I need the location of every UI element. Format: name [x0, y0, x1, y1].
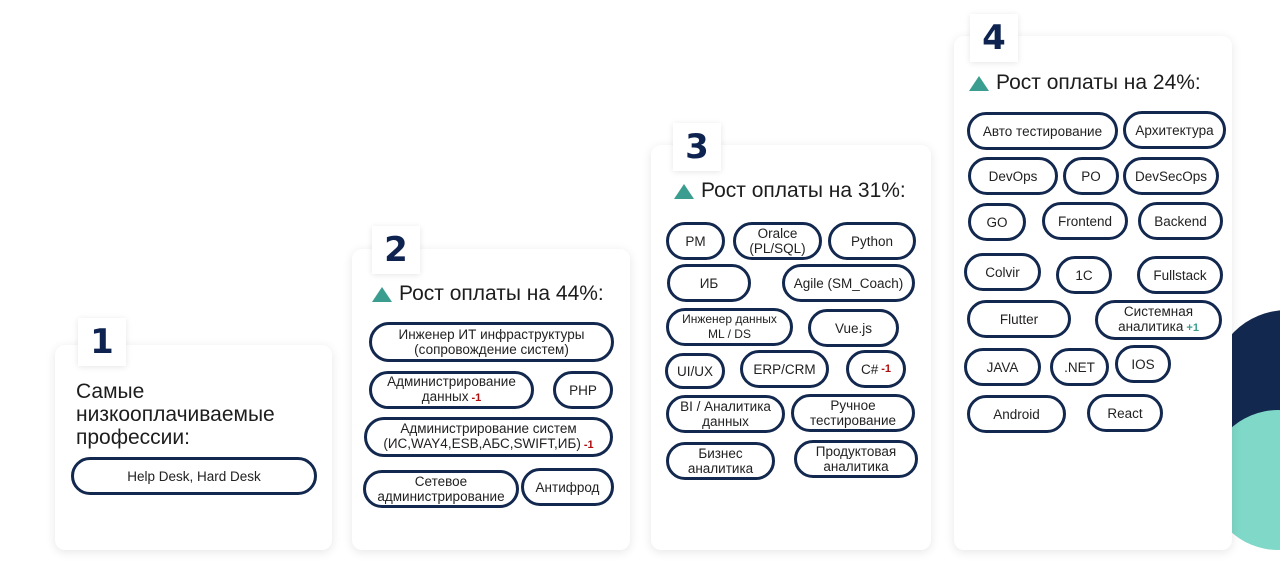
pill-colvir: Colvir — [964, 253, 1041, 291]
pill-ios: IOS — [1115, 345, 1171, 383]
pill-1c: 1C — [1056, 256, 1112, 294]
pill-pm: PM — [666, 222, 725, 260]
pill-flutter: Flutter — [967, 300, 1071, 338]
pill-frontend: Frontend — [1042, 202, 1128, 240]
pill-devops: DevOps — [968, 157, 1058, 195]
triangle-up-icon — [969, 76, 989, 91]
pill-po: PO — [1063, 157, 1119, 195]
pill-systems-admin: Администрирование систем (ИС,WAY4,ESB,АБС,SWIFT,ИБ) -1 — [364, 417, 613, 457]
pill-bi-analytics: BI / Аналитика данных — [666, 395, 785, 433]
pill-manual-testing: Ручное тестирование — [791, 394, 915, 432]
pill-network-admin: Сетевое администрирование — [363, 470, 519, 508]
pill-php: PHP — [553, 371, 613, 409]
pill-business-analytics: Бизнес аналитика — [666, 442, 775, 480]
tier-4-heading: Рост оплаты на 24%: — [969, 71, 1201, 95]
pill-architecture: Архитектура — [1123, 111, 1226, 149]
pill-help-desk: Help Desk, Hard Desk — [71, 457, 317, 495]
pill-csharp: C# -1 — [846, 350, 906, 388]
pill-android: Android — [967, 395, 1066, 433]
pill-erp-crm: ERP/CRM — [740, 350, 829, 388]
pill-ib: ИБ — [667, 264, 751, 302]
pill-devsecops: DevSecOps — [1123, 157, 1219, 195]
pill-oracle: Oralce (PL/SQL) — [733, 222, 822, 260]
tier-3-number: 3 — [673, 123, 721, 171]
pill-react: React — [1087, 394, 1163, 432]
pill-it-infra-engineer: Инженер ИТ инфраструктуры (сопровождение систем) — [369, 322, 614, 362]
tier-2-number: 2 — [372, 226, 420, 274]
pill-product-analytics: Продуктовая аналитика — [794, 440, 918, 478]
triangle-up-icon — [674, 184, 694, 199]
tier-4-number: 4 — [970, 14, 1018, 62]
pill-data-admin: Администрирование данных -1 — [369, 371, 534, 409]
pill-go: GO — [968, 203, 1026, 241]
tier-1-number: 1 — [78, 318, 126, 366]
tier-3-card — [651, 145, 931, 550]
pill-system-analytics: Системная аналитика +1 — [1095, 300, 1222, 340]
pill-auto-testing: Авто тестирование — [967, 112, 1118, 150]
tier-2-heading: Рост оплаты на 44%: — [372, 282, 604, 306]
pill-agile: Agile (SM_Coach) — [782, 264, 915, 302]
pill-python: Python — [828, 222, 916, 260]
pill-antifraud: Антифрод — [521, 468, 614, 506]
pill-backend: Backend — [1138, 202, 1223, 240]
pill-fullstack: Fullstack — [1137, 256, 1223, 294]
tier-1-title: Самые низкооплачиваемые профессии: — [76, 380, 275, 449]
pill-data-engineer: Инженер данных ML / DS — [666, 308, 793, 346]
triangle-up-icon — [372, 287, 392, 302]
pill-ui-ux: UI/UX — [665, 353, 725, 389]
tier-3-heading: Рост оплаты на 31%: — [674, 179, 906, 203]
pill-dotnet: .NET — [1050, 348, 1109, 386]
pill-java: JAVA — [964, 348, 1041, 386]
pill-vuejs: Vue.js — [808, 309, 899, 347]
